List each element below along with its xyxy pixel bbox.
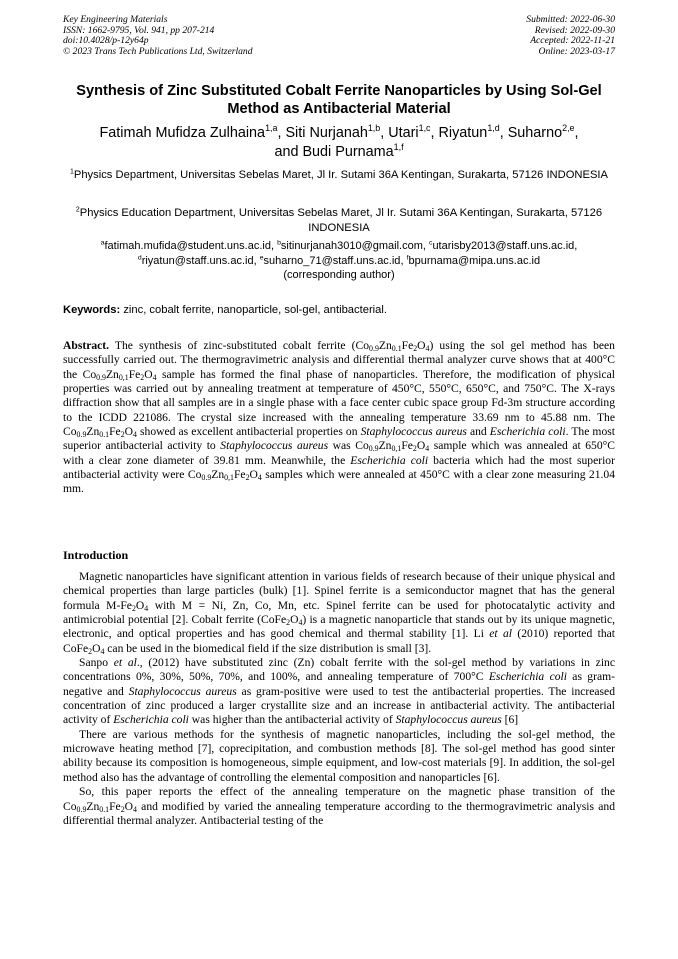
doi-line: doi:10.4028/p-12y64p bbox=[63, 35, 149, 47]
email-address: fatimah.mufida@student.uns.ac.id bbox=[104, 240, 271, 252]
accepted-date: Accepted: 2022-11-21 bbox=[530, 35, 615, 47]
author-name: Utari bbox=[388, 125, 419, 141]
publication-dates bbox=[526, 15, 615, 57]
keywords-label: Keywords: bbox=[63, 304, 121, 316]
revised-date: Revised: 2022-09-30 bbox=[534, 24, 615, 36]
corresponding-note: (corresponding author) bbox=[283, 269, 395, 282]
author-name: and Budi Purnama bbox=[274, 144, 394, 160]
submitted-date: Submitted: 2022-06-30 bbox=[526, 14, 615, 25]
email-address: suharno_71@staff.uns.ac.id bbox=[263, 254, 401, 267]
author-name: Riyatun bbox=[438, 125, 488, 141]
email-address: utarisby2013@staff.uns.ac.id bbox=[432, 240, 575, 252]
author-list: Fatimah Mufidza Zulhaina$^{1,a}$, Siti Nurjanah$^{1,b}$, Utari$^{1,c}$, Riyatun$^{1,d}$, Suharno$^{2,e}$, and Budi Purnama$^{1,f}$ bbox=[99, 123, 579, 160]
intro-paragraph: So, this paper reports the effect of the annealing temperature on the magnetic phase transition of the $Co_{0.9}Zn_{0.1}Fe_2O_4$ and modified by varied the annealing temperature according to the thermogravimetric analysis and differential thermal analyzer. Antibacterial testing of the bbox=[63, 785, 615, 827]
affiliation-marker: 1 bbox=[70, 168, 74, 176]
abstract bbox=[63, 339, 615, 497]
affiliation-text: Physics Department, Universitas Sebelas Maret, Jl Ir. Sutami 36A Kentingan, Surakarta, 57126 INDONESIA bbox=[73, 169, 608, 181]
author-affiliation-marker: 2,e bbox=[562, 123, 575, 134]
copyright-line: © 2023 Trans Tech Publications Ltd, Switzerland bbox=[63, 45, 253, 57]
journal-name: Key Engineering Materials bbox=[63, 14, 168, 25]
author-affiliation-marker: 1,d bbox=[487, 123, 500, 134]
author-name: Suharno bbox=[507, 125, 563, 141]
journal-meta bbox=[63, 15, 253, 57]
intro-paragraph: There are various methods for the synthesis of magnetic nanoparticles, including the sol-gel method, the microwave heating method [7], coprecipitation, and combustion methods [8]. The sol-gel method has good sinter ability because its composition is homogeneous, simple equipment, and low-cost materials [9]. In addition, the sol-gel method also has the advantage of controlling the elemental composition and nanoparticles [6]. bbox=[63, 727, 615, 784]
author-affiliation-marker: 1,b bbox=[367, 123, 381, 134]
author-affiliation-marker: 1,c bbox=[418, 123, 431, 134]
email-marker: f bbox=[406, 253, 409, 261]
email-address: bpurnama@mipa.uns.ac.id bbox=[408, 254, 541, 267]
email-marker: e bbox=[259, 253, 264, 261]
email-marker: b bbox=[277, 239, 281, 247]
email-marker: a bbox=[100, 239, 105, 247]
abstract-label: Abstract. bbox=[63, 339, 110, 352]
email-marker: c bbox=[429, 239, 433, 247]
abstract-text: The synthesis of zinc-substituted cobalt ferrite $(Co_{0.9}Zn_{0.1}Fe_2O_4)$ using the sol gel method has been successfully carried out. The thermogravimetric analysis and differential thermal analyzer curve shows that at 400°C the $Co_{0.9}Zn_{0,1}Fe_2O_4$ sample has formed the final phase of nanoparticles. Therefore, the modification of physical properties was carried out by annealing treatment at temperature of 450°C, 550°C, 650°C, and 750°C. The X-rays diffraction show that all samples are in a single phase with a face center cubic space group Fd-3m structure according to the ICDD 221086. The crystal size increased with the annealing temperature 33.69 nm to 45.88 nm. The $Co_{0.9}Zn_{0.1}Fe_2O_4$ showed as excellent antibacterial properties on Staphylococcus aureus and Escherichia coli. The most superior antibacterial activity to Staphylococcus aureus was $Co_{0.9}Zn_{0,1}Fe_2O_4$ sample which was annealed at 650°C with a clear zone diameter of 39.81 mm. Meanwhile, the Escherichia coli bacteria which had the most superior antibacterial activity were $Co_{0.9}Zn_{0,1}Fe_2O_4$ samples which were annealed at 450°C with a clear zone measuring 21.04 mm. bbox=[63, 339, 616, 496]
author-affiliation-marker: 1,f bbox=[393, 142, 404, 153]
author-name: Fatimah Mufidza Zulhaina bbox=[99, 125, 266, 141]
issn-line: ISSN: 1662-9795, Vol. 941, pp 207-214 bbox=[63, 24, 215, 36]
email-address: riyatun@staff.uns.ac.id bbox=[141, 254, 254, 267]
introduction-body bbox=[63, 570, 615, 828]
affiliation-marker: 2 bbox=[75, 206, 80, 214]
author-name: Siti Nurjanah bbox=[285, 125, 368, 141]
online-date: Online: 2023-03-17 bbox=[538, 45, 615, 57]
author-affiliation-marker: 1,a bbox=[265, 123, 278, 134]
intro-paragraph: Magnetic nanoparticles have significant attention in various fields of research because of their unique physical and chemical properties than large particles (bulk) [1]. Spinel ferrite is a semiconductor magnet that has the general formula $M-Fe_2O_4$ with M = Ni, Zn, Co, Mn, etc. Spinel ferrite can be used for photocatalytic activity and antimicrobial potential [2]. Cobalt ferrite $(CoFe_2O_4)$ is a magnetic nanoparticle that stands out by its unique magnetic, electronic, and optical properties and has good chemical and thermal stability [1]. Li et al (2010) reported that $CoFe_2O_4$ can be used in the biomedical field if the size distribution is small [3]. bbox=[63, 570, 615, 656]
keywords bbox=[63, 303, 615, 317]
keywords-text: zinc, cobalt ferrite, nanoparticle, sol-gel, antibacterial. bbox=[123, 304, 387, 316]
email-marker: d bbox=[137, 253, 142, 261]
affiliation-text: Physics Education Department, Universitas Sebelas Maret, Jl Ir. Sutami 36A Kentingan, Surakarta, 57126 INDONESIA bbox=[79, 207, 603, 234]
intro-paragraph: Sanpo et al., (2012) have substituted zinc (Zn) cobalt ferrite with the sol-gel method by variations in zinc concentrations 0%, 30%, 50%, 70%, and 100%, and annealing temperature of 700°C Escherichia coli as gram-negative and Staphylococcus aureus as gram-positive were used to test the antibacterial properties. The increased concentration of zinc produced a larger crystallite size and an increase in antibacterial activity. The antibacterial activity of Escherichia coli was higher than the antibacterial activity of Staphylococcus aureus [6] bbox=[63, 656, 615, 727]
email-list: $^a$fatimah.mufida@student.uns.ac.id, $^b$sitinurjanah3010@gmail.com, $^c$utarisby2013@staff.uns.ac.id, $^d$riyatun@staff.uns.ac.id, $^e$suharno_71@staff.uns.ac.id, $^f$bpurnama@mipa.uns.ac.id bbox=[100, 239, 578, 267]
paper-title: Synthesis of Zinc Substituted Cobalt Ferrite Nanoparticles by Using Sol-Gel Method as Antibacterial Material bbox=[76, 83, 602, 117]
affiliation-1 bbox=[63, 168, 615, 183]
introduction-heading: Introduction bbox=[63, 548, 129, 562]
email-block bbox=[63, 239, 615, 283]
affiliation-2 bbox=[63, 206, 615, 235]
email-address: sitinurjanah3010@gmail.com bbox=[280, 240, 423, 252]
